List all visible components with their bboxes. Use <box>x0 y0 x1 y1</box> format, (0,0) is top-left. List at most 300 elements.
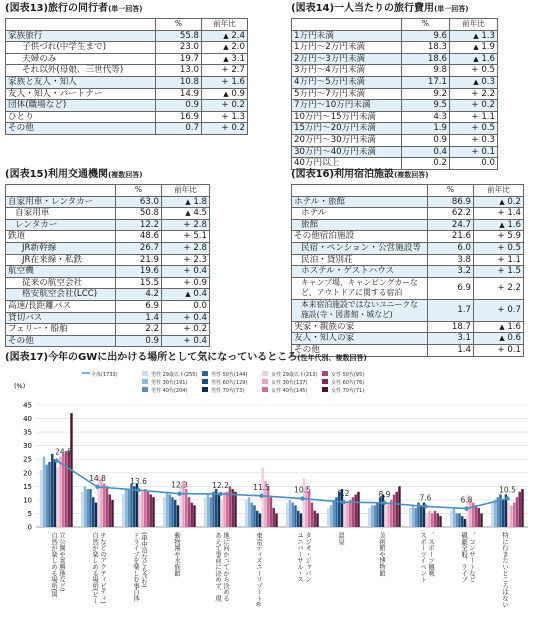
y-axis-label: (%) <box>14 382 26 390</box>
column-header: 前年比 <box>474 185 524 197</box>
row-label: 格安航空会社(LCC) <box>6 289 116 301</box>
row-label: 本来宿泊施設ではないユニークな施設(寺・図書館・城など) <box>292 299 428 321</box>
row-label: JR在来線・私鉄 <box>6 254 116 266</box>
change-sign: ▲ <box>499 322 505 331</box>
row-label: 子供づれ(中学生まで) <box>6 42 156 54</box>
table-row <box>6 300 210 312</box>
row-change <box>474 208 524 220</box>
bar <box>111 500 113 527</box>
bar <box>273 508 275 527</box>
row-value: 13.0 <box>156 65 202 77</box>
category-label: タジオ・ジャパン <box>304 532 311 583</box>
row-value: 26.7 <box>116 242 162 254</box>
legend-swatch <box>142 387 148 392</box>
table-header <box>292 19 498 31</box>
row-value: 16.9 <box>156 111 202 123</box>
row-change <box>162 254 210 266</box>
row-change <box>474 266 524 278</box>
bar <box>270 497 272 527</box>
row-change <box>450 123 498 135</box>
row-label: 従来の航空会社 <box>6 277 116 289</box>
bar <box>98 475 100 527</box>
change-value: 0.4 <box>190 266 207 277</box>
y-tick-label: 45 <box>23 401 32 410</box>
change-sign: ▲ <box>499 220 505 229</box>
table-header <box>292 185 524 197</box>
legend-label: 女性 50代(95) <box>331 372 365 378</box>
row-value: 19.6 <box>116 266 162 278</box>
row-label: JR新幹線 <box>6 242 116 254</box>
category-label: (車中泊なども含む) <box>140 532 147 588</box>
bar <box>174 500 176 527</box>
total-point <box>464 506 468 510</box>
row-value: 55.8 <box>156 30 202 42</box>
bar <box>374 505 376 527</box>
table-row <box>6 42 248 54</box>
row-value: 62.2 <box>428 208 474 220</box>
table-row <box>6 208 210 220</box>
row-label: 家族と友人・知人 <box>6 76 156 88</box>
bar <box>259 513 261 527</box>
bar <box>125 489 127 527</box>
change-value: 5.9 <box>504 231 521 242</box>
row-change <box>202 42 248 54</box>
table13-panel <box>5 3 248 135</box>
row-value: 1.4 <box>428 344 474 356</box>
row-value: 10.8 <box>156 76 202 88</box>
change-sign: + <box>497 231 505 242</box>
table-row <box>292 266 524 278</box>
table-row <box>292 219 524 231</box>
bar <box>100 478 102 527</box>
table-row <box>292 65 498 77</box>
bar <box>286 503 288 527</box>
change-value: 1.6 <box>504 321 521 332</box>
change-sign: + <box>221 76 229 87</box>
row-change <box>202 88 248 100</box>
change-sign: ▲ <box>223 89 229 98</box>
category-label: 、スポーツ観戦 <box>427 532 434 577</box>
column-header <box>292 185 428 197</box>
column-header: % <box>428 185 474 197</box>
bar <box>464 519 466 527</box>
y-tick-label: 30 <box>23 442 32 451</box>
bar <box>439 516 441 527</box>
bar <box>508 503 510 527</box>
change-value: 1.5 <box>504 266 521 277</box>
row-change <box>162 324 210 336</box>
row-change <box>450 111 498 123</box>
row-change <box>162 300 210 312</box>
bar <box>300 513 302 527</box>
legend-swatch <box>262 379 268 384</box>
row-label: 友人・知人・パートナー <box>6 88 156 100</box>
change-sign: + <box>497 344 505 355</box>
change-value: 1.1 <box>504 254 521 265</box>
change-sign: + <box>471 134 479 145</box>
legend-swatch <box>322 387 328 392</box>
bar <box>191 503 193 527</box>
column-header <box>292 19 402 31</box>
bar <box>502 500 504 527</box>
change-value: 2.0 <box>228 42 245 53</box>
change-value: 0.4 <box>190 312 207 323</box>
table-row <box>292 277 524 299</box>
row-label: 団体(職場など) <box>6 100 156 112</box>
bar <box>371 505 373 527</box>
row-change <box>162 277 210 289</box>
change-value: 0.2 <box>478 100 495 111</box>
data-label: 7.6 <box>419 493 432 503</box>
change-sign: + <box>471 65 479 76</box>
bar <box>453 508 455 527</box>
change-sign: + <box>471 88 479 99</box>
change-value: 0.6 <box>504 333 521 344</box>
change-sign: ▲ <box>223 43 229 52</box>
row-change <box>474 196 524 208</box>
bar <box>218 494 220 527</box>
category-label: 自然が楽しめる場所(ビー <box>91 532 98 604</box>
bar <box>376 503 378 527</box>
row-label: ホテル <box>292 208 428 220</box>
table-row <box>6 277 210 289</box>
category-label: スポーツイベント <box>419 532 426 583</box>
change-value: 1.3 <box>228 111 245 122</box>
table-row <box>6 53 248 65</box>
change-sign: + <box>221 123 229 134</box>
row-change <box>450 65 498 77</box>
change-sign: + <box>221 100 229 111</box>
row-value: 6.0 <box>428 242 474 254</box>
table-row <box>292 76 498 88</box>
bar <box>420 505 422 527</box>
row-change <box>162 335 210 347</box>
table-row <box>292 111 498 123</box>
row-label: 高速/長距離バス <box>6 300 116 312</box>
row-label: 実家・親族の家 <box>292 321 428 333</box>
chart17-title: (図表17)今年のGWに出かける場所として気になっているところ(性年代別、複数回答) <box>5 352 367 363</box>
table14 <box>291 18 498 170</box>
row-change <box>450 100 498 112</box>
change-value: 0.5 <box>504 242 521 253</box>
table-row <box>292 321 524 333</box>
total-point <box>300 496 304 500</box>
category-label: 地に向かってから決める <box>222 532 229 602</box>
y-tick-label: 35 <box>23 428 32 437</box>
table-row <box>292 208 524 220</box>
row-change <box>162 219 210 231</box>
bar <box>229 486 231 527</box>
category-label: 動物園や水族館 <box>173 532 180 577</box>
table-row <box>6 242 210 254</box>
bar <box>398 486 400 527</box>
column-header: % <box>116 185 162 197</box>
bar <box>65 451 67 527</box>
row-value: 21.9 <box>116 254 162 266</box>
bar <box>92 497 94 527</box>
row-value: 12.2 <box>116 219 162 231</box>
legend-swatch <box>262 387 268 392</box>
bar <box>431 513 433 527</box>
row-value: 50.8 <box>116 208 162 220</box>
row-label: 航空機 <box>6 266 116 278</box>
chart17-svg <box>0 365 536 625</box>
change-value: 2.2 <box>478 88 495 99</box>
row-label: 30万円～40万円未満 <box>292 146 402 158</box>
data-label: 12.3 <box>171 480 188 490</box>
change-sign: ▲ <box>473 31 479 40</box>
row-label: 1万円未満 <box>292 30 402 42</box>
data-label: 12.2 <box>212 480 229 490</box>
bar <box>412 505 414 527</box>
change-value: 1.6 <box>228 76 245 87</box>
bar <box>133 486 135 527</box>
change-value: 0.2 <box>228 100 245 111</box>
y-tick-label: 40 <box>23 415 32 424</box>
row-change <box>162 242 210 254</box>
change-sign: ▲ <box>473 43 479 52</box>
table-row <box>6 324 210 336</box>
change-sign: ▲ <box>185 290 191 299</box>
total-point <box>382 501 386 505</box>
row-change <box>162 208 210 220</box>
bar <box>144 489 146 527</box>
row-label: 貸切バス <box>6 312 116 324</box>
table13-title: (図表13)旅行の同行者(単一回答) <box>5 3 143 14</box>
data-label: 13.6 <box>130 477 147 487</box>
total-point <box>177 491 181 495</box>
change-sign: + <box>183 219 191 230</box>
legend-swatch <box>202 379 208 384</box>
table-row <box>6 65 248 77</box>
change-sign: + <box>497 282 505 293</box>
row-change <box>162 289 210 301</box>
row-change <box>474 333 524 345</box>
table-header <box>6 19 248 31</box>
row-change <box>474 254 524 266</box>
row-change <box>450 88 498 100</box>
row-value: 9.2 <box>402 88 450 100</box>
bar <box>251 503 253 527</box>
row-value: 86.9 <box>428 196 474 208</box>
row-value: 6.9 <box>428 277 474 299</box>
data-label: 24.5 <box>55 447 72 457</box>
row-label: ひとり <box>6 111 156 123</box>
change-sign: + <box>497 254 505 265</box>
row-label: キャンプ場、キャンピングカーなど、アウトドアに関する宿泊 <box>292 277 428 299</box>
row-value: 1.4 <box>116 312 162 324</box>
bar <box>89 489 91 527</box>
change-value: 2.7 <box>228 65 245 76</box>
bar <box>180 484 182 527</box>
bar <box>57 467 59 527</box>
bar <box>152 497 154 527</box>
bar <box>355 494 357 527</box>
row-label: 4万円～5万円未満 <box>292 76 402 88</box>
legend-label: 女性 30代(137) <box>271 380 308 386</box>
row-value: 18.7 <box>428 321 474 333</box>
row-value: 63.0 <box>116 196 162 208</box>
bar <box>275 513 277 527</box>
row-value: 1.7 <box>428 299 474 321</box>
bar <box>357 492 359 527</box>
bar <box>314 511 316 527</box>
bar <box>81 492 83 527</box>
bar <box>510 505 512 527</box>
table-row <box>292 53 498 65</box>
bar <box>316 513 318 527</box>
change-value: 2.8 <box>190 219 207 230</box>
row-change <box>202 76 248 88</box>
category-label: 、コンサートなど <box>468 532 475 583</box>
row-label: 鉄道 <box>6 231 116 243</box>
row-label: 5万円～7万円未満 <box>292 88 402 100</box>
bar <box>253 505 255 527</box>
bar <box>212 492 214 527</box>
bar <box>46 465 48 527</box>
y-tick-label: 20 <box>23 469 32 478</box>
table-row <box>6 123 248 135</box>
bar <box>51 454 53 527</box>
row-value: 24.7 <box>428 219 474 231</box>
row-label: 民宿・ペンション・公営施設等 <box>292 242 428 254</box>
bar <box>461 516 463 527</box>
column-header: 前年比 <box>202 19 248 31</box>
change-value: 0.1 <box>478 146 495 157</box>
row-change <box>474 219 524 231</box>
total-point <box>95 485 99 489</box>
data-label: 8.9 <box>378 489 391 499</box>
legend-label: 女性 70代(71) <box>331 388 365 394</box>
table-row <box>6 111 248 123</box>
change-sign: + <box>471 111 479 122</box>
y-tick-label: 10 <box>23 496 32 505</box>
row-value: 9.8 <box>402 65 450 77</box>
change-value: 0.2 <box>228 123 245 134</box>
bar <box>84 486 86 527</box>
row-label: レンタカー <box>6 219 116 231</box>
bar <box>256 511 258 527</box>
y-tick-label: 25 <box>23 455 32 464</box>
table-row <box>292 254 524 266</box>
category-label: あえて事前に決めず、現 <box>214 532 221 602</box>
row-label: ホステル・ゲストハウス <box>292 266 428 278</box>
row-change <box>450 76 498 88</box>
change-value: 2.3 <box>190 254 207 265</box>
row-label: 15万円～20万円未満 <box>292 123 402 135</box>
bar <box>297 511 299 527</box>
row-change <box>450 42 498 54</box>
y-tick-label: 0 <box>27 523 32 532</box>
change-sign: ▲ <box>499 334 505 343</box>
row-change <box>162 312 210 324</box>
row-change <box>450 146 498 158</box>
table-row <box>292 242 524 254</box>
bar <box>327 508 329 527</box>
bar <box>43 457 45 527</box>
change-sign: ▲ <box>499 197 505 206</box>
legend-swatch <box>262 371 268 376</box>
change-sign: + <box>183 242 191 253</box>
bar <box>48 462 50 527</box>
change-value: 0.3 <box>478 76 495 87</box>
legend-swatch <box>202 387 208 392</box>
row-change <box>202 53 248 65</box>
bar <box>521 489 523 527</box>
bar <box>54 459 56 527</box>
bar <box>103 484 105 527</box>
bar <box>387 503 389 527</box>
change-sign: + <box>471 123 479 134</box>
change-value: 5.1 <box>190 231 207 242</box>
column-header: 前年比 <box>450 19 498 31</box>
bar <box>226 492 228 527</box>
bar <box>245 500 247 527</box>
change-value: 0.0 <box>481 158 495 169</box>
bar <box>480 513 482 527</box>
row-change <box>202 30 248 42</box>
row-value: 3.1 <box>428 333 474 345</box>
bar <box>393 494 395 527</box>
table16-panel <box>291 169 524 357</box>
change-value: 3.1 <box>228 53 245 64</box>
row-value: 9.6 <box>402 30 450 42</box>
data-label: 6.8 <box>460 495 473 505</box>
bar <box>426 513 428 527</box>
row-value: 4.2 <box>116 289 162 301</box>
change-value: 2.2 <box>504 282 521 293</box>
change-sign: + <box>183 335 191 346</box>
legend-label: 全体(1733) <box>91 372 118 378</box>
legend-label: 女性 29歳以下(213) <box>271 372 318 378</box>
bar <box>308 492 310 527</box>
change-sign: + <box>497 304 505 315</box>
category-label: チなどのアクティビティ) <box>99 532 106 604</box>
row-label: フェリー・船舶 <box>6 324 116 336</box>
row-label: 家族旅行 <box>6 30 156 42</box>
bar <box>150 494 152 527</box>
row-value: 23.0 <box>156 42 202 54</box>
data-label: 14.8 <box>89 473 106 483</box>
change-sign: + <box>183 312 191 323</box>
row-change <box>202 100 248 112</box>
bar <box>344 503 346 527</box>
table-row <box>292 123 498 135</box>
bar <box>494 500 496 527</box>
legend-swatch <box>202 371 208 376</box>
change-sign: + <box>183 324 191 335</box>
change-value: 0.4 <box>190 335 207 346</box>
bar <box>333 500 335 527</box>
change-value: 1.6 <box>504 219 521 230</box>
bar <box>169 494 171 527</box>
total-point <box>54 458 58 462</box>
column-header <box>6 185 116 197</box>
row-value: 4.3 <box>402 111 450 123</box>
bar <box>248 497 250 527</box>
row-value: 3.8 <box>428 254 474 266</box>
bar <box>139 494 141 527</box>
bar <box>346 503 348 527</box>
bar <box>437 513 439 527</box>
total-point <box>218 492 222 496</box>
bar <box>379 497 381 527</box>
row-label: その他 <box>6 123 156 135</box>
table-row <box>6 196 210 208</box>
bar <box>147 492 149 527</box>
table14-panel <box>291 3 498 170</box>
legend-label: 女性 60代(76) <box>331 380 365 386</box>
